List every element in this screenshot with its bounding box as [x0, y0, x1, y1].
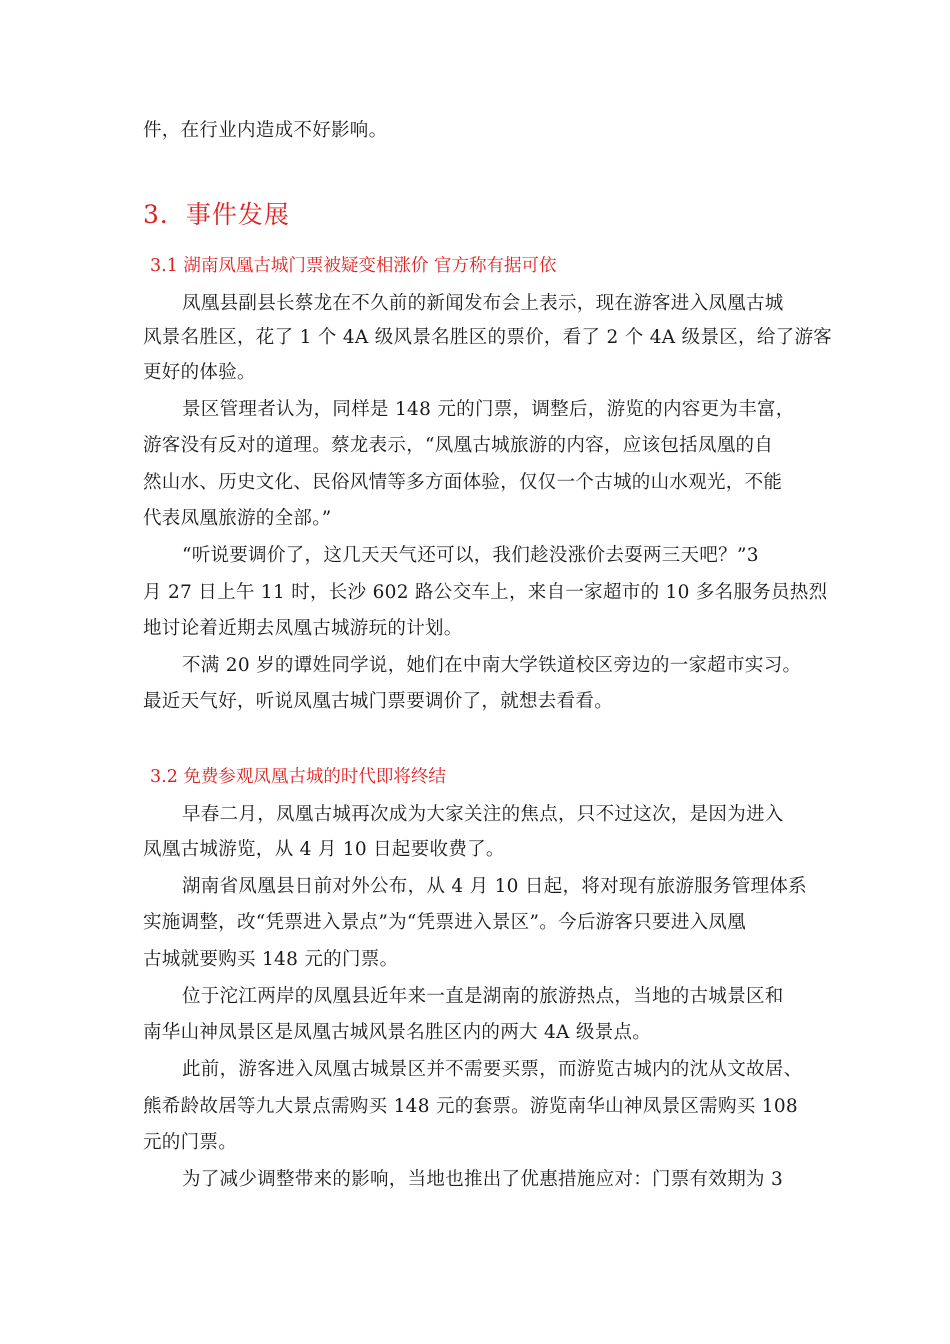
- subsection-heading-3-1: 3.1 湖南凤凰古城门票被疑变相涨价 官方称有据可依: [150, 256, 557, 276]
- text-line: 地讨论着近期去凤凰古城游玩的计划。: [143, 618, 463, 639]
- text-line: 景区管理者认为，同样是 148 元的门票，调整后，游览的内容更为丰富，: [182, 399, 795, 420]
- text-line: 凤凰古城游览，从 4 月 10 日起要收费了。: [143, 839, 505, 860]
- text-line: 此前，游客进入凤凰古城景区并不需要买票，而游览古城内的沈从文故居、: [182, 1059, 803, 1080]
- text-line: 代表凤凰旅游的全部。”: [143, 508, 332, 529]
- text-line: 游客没有反对的道理。蔡龙表示，“凤凰古城旅游的内容，应该包括凤凰的自: [143, 435, 774, 456]
- text-line: 早春二月，凤凰古城再次成为大家关注的焦点，只不过这次，是因为进入: [182, 804, 784, 825]
- text-line: 最近天气好，听说凤凰古城门票要调价了，就想去看看。: [143, 691, 614, 712]
- text-line: 然山水、历史文化、民俗风情等多方面体验，仅仅一个古城的山水观光，不能: [143, 472, 783, 493]
- text-line: 古城就要购买 148 元的门票。: [143, 949, 399, 970]
- text-line: 凤凰县副县长蔡龙在不久前的新闻发布会上表示，现在游客进入凤凰古城: [182, 293, 784, 314]
- paragraph-continuation: 件，在行业内造成不好影响。: [143, 120, 388, 141]
- section-heading: 3．事件发展: [143, 200, 290, 229]
- text-line: “听说要调价了，这几天天气还可以，我们趁没涨价去耍两三天吧？”3: [182, 545, 759, 566]
- text-line: 风景名胜区，花了 1 个 4A 级风景名胜区的票价，看了 2 个 4A 级景区，给了游客: [143, 327, 833, 348]
- text-line: 熊希龄故居等九大景点需购买 148 元的套票。游览南华山神凤景区需购买 108: [143, 1096, 798, 1117]
- text-line: 湖南省凤凰县日前对外公布，从 4 月 10 日起，将对现有旅游服务管理体系: [182, 876, 807, 897]
- text-line: 更好的体验。: [143, 362, 256, 383]
- text-line: 为了减少调整带来的影响，当地也推出了优惠措施应对：门票有效期为 3: [182, 1169, 784, 1190]
- text-line: 实施调整，改“凭票进入景点”为“凭票进入景区”。今后游客只要进入凤凰: [143, 912, 747, 933]
- text-line: 位于沱江两岸的凤凰县近年来一直是湖南的旅游热点，当地的古城景区和: [182, 986, 784, 1007]
- text-line: 元的门票。: [143, 1132, 238, 1153]
- subsection-heading-3-2: 3.2 免费参观凤凰古城的时代即将终结: [150, 767, 446, 787]
- text-line: 南华山神凤景区是凤凰古城风景名胜区内的两大 4A 级景点。: [143, 1022, 652, 1043]
- text-line: 不满 20 岁的谭姓同学说，她们在中南大学铁道校区旁边的一家超市实习。: [182, 655, 802, 676]
- text-line: 月 27 日上午 11 时，长沙 602 路公交车上，来自一家超市的 10 多名服务员热烈: [143, 582, 828, 603]
